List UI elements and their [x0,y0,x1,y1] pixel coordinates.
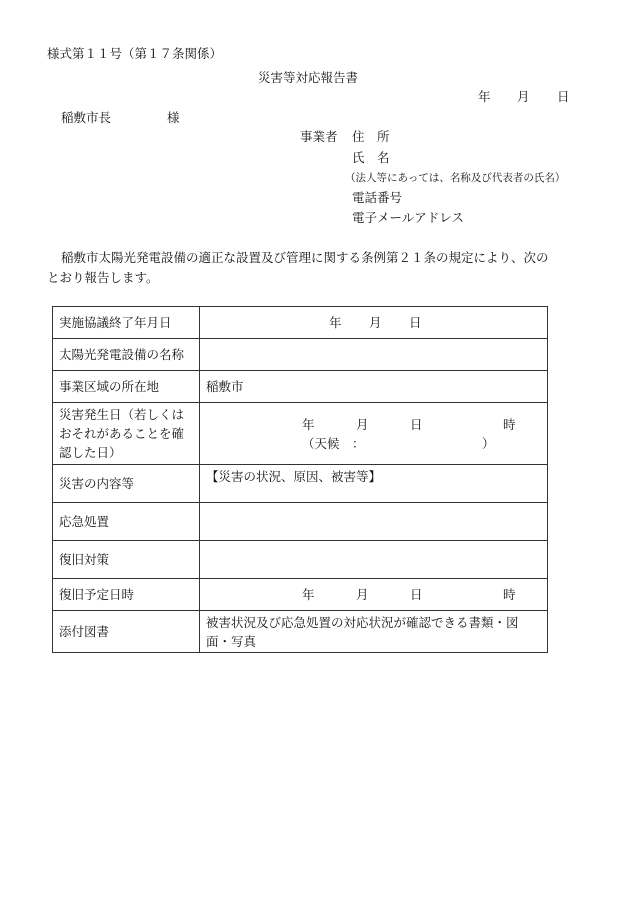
row-value [200,503,548,541]
body-text-line-2: とおり報告します。 [47,270,159,285]
row-value [200,579,548,611]
document-title: 災害等対応報告書 [258,70,359,85]
day-label: 日 [409,315,422,330]
label-line: 認した日） [59,445,122,460]
row-label: 災害の内容等 [53,465,200,503]
value-line: 面・写真 [206,633,257,649]
row-label: 復旧予定日時 [53,579,200,611]
addressee-honorific: 様 [167,110,180,125]
label-line: おそれがあることを確 [59,426,185,441]
row-label [53,403,200,465]
month-label: 月 [356,416,369,432]
date-day: 日 [557,89,570,104]
row-label: 応急処置 [53,503,200,541]
form-number: 様式第１１号（第１７条関係） [47,46,223,61]
month-label: 月 [356,587,369,602]
row-label: 復旧対策 [53,541,200,579]
hour-label: 時 [503,587,516,602]
year-label: 年 [302,416,315,432]
row-label: 添付図書 [53,611,200,653]
label-line: 災害発生日（若しくは [59,407,185,422]
submitter-role: 事業者 [300,129,338,144]
date-month: 月 [517,89,530,104]
address-label: 住 所 [352,129,390,144]
body-text-line-1: 稲敷市太陽光発電設備の適正な設置及び管理に関する条例第２１条の規定により、次の [61,250,549,265]
table-row [53,403,548,465]
date-year: 年 [478,89,491,104]
weather-label: （天候 ： [302,435,365,451]
table-row [53,611,548,653]
row-label: 太陽光発電設備の名称 [53,339,200,371]
row-label: 事業区域の所在地 [53,371,200,403]
year-label: 年 [329,315,342,330]
report-table [52,306,548,653]
row-value [200,541,548,579]
addressee-name: 稲敷市長 [61,110,112,125]
table-row [53,541,548,579]
table-row [53,503,548,541]
row-label: 実施協議終了年月日 [53,307,200,339]
row-value [200,403,548,465]
table-row [53,307,548,339]
name-label: 氏 名 [352,150,390,165]
table-row [53,579,548,611]
corporation-note: （法人等にあっては、名称及び代表者の氏名） [345,172,566,184]
month-label: 月 [369,315,382,330]
day-label: 日 [410,587,423,602]
table-row [53,339,548,371]
year-label: 年 [302,587,315,602]
table-row [53,465,548,503]
row-value: 【災害の状況、原因、被害等】 [200,465,548,503]
row-value [200,611,548,653]
day-label: 日 [410,416,423,432]
table-row [53,371,548,403]
hour-label: 時 [503,416,516,432]
phone-label: 電話番号 [352,190,403,205]
row-value [200,339,548,371]
value-line: 被害状況及び応急処置の対応状況が確認できる書類・図 [206,614,519,630]
weather-close: ） [482,435,495,451]
row-value: 稲敷市 [200,371,548,403]
email-label: 電子メールアドレス [352,210,464,225]
row-value [200,307,548,339]
